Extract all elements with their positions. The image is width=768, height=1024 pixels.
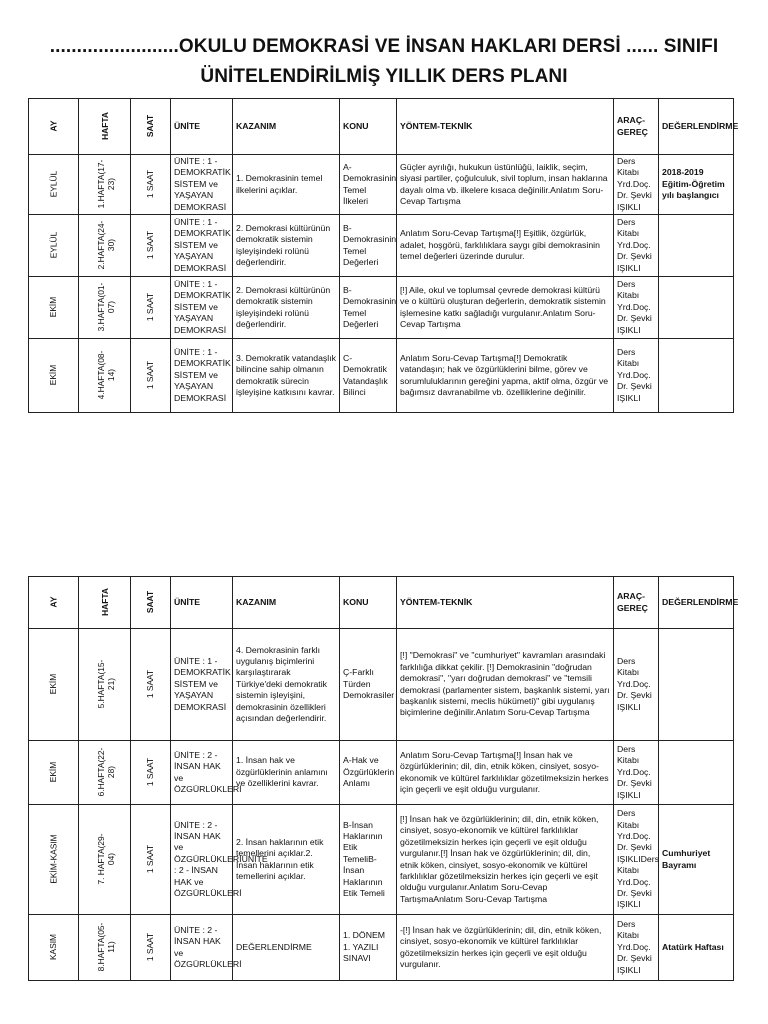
cell-arac: Ders Kitabı Yrd.Doç. Dr. Şevki IŞIKLI: [614, 155, 659, 215]
page-title-line2: ÜNİTELENDİRİLMİŞ YILLIK DERS PLANI: [200, 66, 568, 87]
plan-table-1: [28, 98, 739, 413]
header-unite: ÜNİTE: [171, 577, 233, 629]
header-row: [29, 99, 734, 155]
cell-arac: Ders Kitabı Yrd.Doç. Dr. Şevki IŞIKLI: [614, 277, 659, 339]
cell-yontem: Güçler ayrılığı, hukukun üstünlüğü, laiklik, seçim, siyasi partiler, çoğulculuk, sivil toplum, insan haklarına dayalı olma vb. ilkelere kısaca değinilir.Anlatım Soru-Cevap Tartışma: [397, 155, 614, 215]
cell-hafta: 4.HAFTA(08-14): [79, 339, 131, 413]
plan-table-2: [28, 576, 739, 981]
cell-unite: ÜNİTE : 1 - DEMOKRATİK SİSTEM ve YAŞAYAN DEMOKRASİ: [171, 277, 233, 339]
cell-degerlendirme: [659, 629, 734, 741]
cell-saat: 1 SAAT: [131, 215, 171, 277]
header-konu: KONU: [340, 577, 397, 629]
header-deger: DEĞERLENDİRME: [659, 577, 734, 629]
cell-ay: EYLÜL: [29, 215, 79, 277]
header-hafta: HAFTA: [79, 577, 131, 629]
cell-kazanim: DEĞERLENDİRME: [233, 915, 340, 981]
cell-kazanim: 2. Demokrasi kültürünün demokratik sistemin işleyişindeki rolünü değerlendirir.: [233, 277, 340, 339]
header-yontem: YÖNTEM-TEKNİK: [397, 99, 614, 155]
header-saat: SAAT: [131, 99, 171, 155]
header-ay: AY: [29, 99, 79, 155]
table-row: [29, 339, 734, 413]
cell-konu: Ç-Farklı Türden Demokrasiler: [340, 629, 397, 741]
cell-konu: A-Hak ve Özgürlüklerin Anlamı: [340, 741, 397, 805]
cell-arac: Ders Kitabı Yrd.Doç. Dr. Şevki IŞIKLI: [614, 741, 659, 805]
cell-ay: EKİM-KASIM: [29, 805, 79, 915]
header-arac: ARAÇ-GEREÇ: [614, 99, 659, 155]
cell-degerlendirme: Atatürk Haftası: [659, 915, 734, 981]
table-row: [29, 155, 734, 215]
cell-kazanim: 2. İnsan haklarının etik temellerini açıklar.2. İnsan haklarının etik temellerini açıklar.: [233, 805, 340, 915]
cell-yontem: Anlatım Soru-Cevap Tartışma[!] Eşitlik, özgürlük, adalet, hoşgörü, farklılıklara saygı gibi demokrasinin temel değerleri üzerinde durulur.: [397, 215, 614, 277]
table-row: [29, 805, 734, 915]
cell-yontem: [!] İnsan hak ve özgürlüklerinin; dil, din, etnik köken, cinsiyet, sosyo-ekonomik ve kültürel farklılıklar gözetilmeksizin herkes için geçerli ve eşit olduğu vurgulanır.[!] İnsan hak ve özgürlüklerinin; dil, din, etnik köken, cinsiyet, sosyo-ekonomik ve kültürel farklılıklar gözetilmeksizin herkes için geçerli ve eşit olduğu vurgulanır.Anlatım Soru-Cevap TartışmaAnlatım Soru-Cevap Tartışma: [397, 805, 614, 915]
cell-yontem: -[!] İnsan hak ve özgürlüklerinin; dil, din, etnik köken, cinsiyet, sosyo-ekonomik ve kültürel farklılıklar gözetilmeksizin herkes için geçerli ve eşit olduğu vurgulanır.: [397, 915, 614, 981]
header-unite: ÜNİTE: [171, 99, 233, 155]
cell-saat: 1 SAAT: [131, 741, 171, 805]
cell-ay: EKİM: [29, 277, 79, 339]
cell-kazanim: 1. İnsan hak ve özgürlüklerinin anlamını ve özelliklerini kavrar.: [233, 741, 340, 805]
cell-arac: Ders Kitabı Yrd.Doç. Dr. Şevki IŞIKLI: [614, 629, 659, 741]
cell-hafta: 5.HAFTA(15-21): [79, 629, 131, 741]
cell-unite: ÜNİTE : 1 - DEMOKRATİK SİSTEM ve YAŞAYAN DEMOKRASİ: [171, 215, 233, 277]
cell-hafta: 6.HAFTA(22-28): [79, 741, 131, 805]
cell-hafta: 1.HAFTA(17-23): [79, 155, 131, 215]
cell-yontem: [!] "Demokrasi" ve "cumhuriyet" kavramları arasındaki farklılığa dikkat çekilir. [!] Demokrasinin "doğrudan demokrasi", "yarı doğrudan demokrasi" ve "temsili demokrasi (parlamenter sistem, başkanlık sistemi, yarı başkanlık sistemi, meclis hükümeti)" gibi uygulanış biçimlerine değinilir.Anlatım Soru-Cevap Tartışma: [397, 629, 614, 741]
cell-hafta: 8.HAFTA(05-11): [79, 915, 131, 981]
header-saat: SAAT: [131, 577, 171, 629]
cell-arac: Ders Kitabı Yrd.Doç. Dr. Şevki IŞIKLI: [614, 215, 659, 277]
cell-kazanim: 3. Demokratik vatandaşlık bilincine sahip olmanın demokratik sürecin işleyişine katkısını kavrar.: [233, 339, 340, 413]
cell-unite: ÜNİTE : 1 - DEMOKRATİK SİSTEM ve YAŞAYAN DEMOKRASİ: [171, 339, 233, 413]
cell-unite: ÜNİTE : 1 - DEMOKRATİK SİSTEM ve YAŞAYAN DEMOKRASİ: [171, 155, 233, 215]
cell-kazanim: 4. Demokrasinin farklı uygulanış biçimlerini karşılaştırarak Türkiye'deki demokratik sistemin işleyişini, demokrasinin özellikleri açısından değerlendirir.: [233, 629, 340, 741]
cell-saat: 1 SAAT: [131, 277, 171, 339]
cell-ay: EKİM: [29, 629, 79, 741]
cell-ay: KASIM: [29, 915, 79, 981]
cell-unite: ÜNİTE : 1 - DEMOKRATİK SİSTEM ve YAŞAYAN DEMOKRASİ: [171, 629, 233, 741]
cell-ay: EKİM: [29, 339, 79, 413]
cell-kazanim: 2. Demokrasi kültürünün demokratik sistemin işleyişindeki rolünü değerlendirir.: [233, 215, 340, 277]
header-ay: AY: [29, 577, 79, 629]
cell-konu: B-İnsan Haklarının Etik TemeliB-İnsan Haklarının Etik Temeli: [340, 805, 397, 915]
cell-yontem: [!] Aile, okul ve toplumsal çevrede demokrasi kültürü ve o kültürü oluşturan değerlerin, demokratik sistemin işlemesine katkı sağladığı vurgulanır.Anlatım Soru-Cevap Tartışma: [397, 277, 614, 339]
cell-yontem: Anlatım Soru-Cevap Tartışma[!] Demokratik vatandaşın; hak ve özgürlüklerini bilme, görev ve sorumluluklarının gereğini yapma, aktif olma, özgür ve bağımsız davranabilme vb. özelliklerine değinilir.: [397, 339, 614, 413]
table-row: [29, 915, 734, 981]
cell-saat: 1 SAAT: [131, 339, 171, 413]
cell-arac: Ders Kitabı Yrd.Doç. Dr. Şevki IŞIKLI: [614, 339, 659, 413]
cell-konu: B- Demokrasinin Temel Değerleri: [340, 215, 397, 277]
cell-hafta: 3.HAFTA(01-07): [79, 277, 131, 339]
cell-degerlendirme: [659, 339, 734, 413]
cell-konu: B- Demokrasinin Temel Değerleri: [340, 277, 397, 339]
table-row: [29, 277, 734, 339]
cell-unite: ÜNİTE : 2 - İNSAN HAK ve ÖZGÜRLÜKLERİÜNİTE : 2 - İNSAN HAK ve ÖZGÜRLÜKLERİ: [171, 805, 233, 915]
header-kazanim: KAZANIM: [233, 99, 340, 155]
cell-arac: Ders Kitabı Yrd.Doç. Dr. Şevki IŞIKLIDers Kitabı Yrd.Doç. Dr. Şevki IŞIKLI: [614, 805, 659, 915]
cell-hafta: 2.HAFTA(24-30): [79, 215, 131, 277]
cell-degerlendirme: Cumhuriyet Bayramı: [659, 805, 734, 915]
cell-hafta: 7. HAFTA(29-04): [79, 805, 131, 915]
header-yontem: YÖNTEM-TEKNİK: [397, 577, 614, 629]
table-row: [29, 741, 734, 805]
cell-konu: 1. DÖNEM 1. YAZILI SINAVI: [340, 915, 397, 981]
header-arac: ARAÇ-GEREÇ: [614, 577, 659, 629]
cell-konu: C- Demokratik Vatandaşlık Bilinci: [340, 339, 397, 413]
cell-ay: EYLÜL: [29, 155, 79, 215]
header-deger: DEĞERLENDİRME: [659, 99, 734, 155]
cell-unite: ÜNİTE : 2 - İNSAN HAK ve ÖZGÜRLÜKLERİ: [171, 741, 233, 805]
header-row: [29, 577, 734, 629]
cell-degerlendirme: [659, 741, 734, 805]
cell-kazanim: 1. Demokrasinin temel ilkelerini açıklar.: [233, 155, 340, 215]
page-title-line1: ........................OKULU DEMOKRASİ VE İNSAN HAKLARI DERSİ ...... SINIFI: [49, 36, 719, 57]
cell-saat: 1 SAAT: [131, 155, 171, 215]
cell-saat: 1 SAAT: [131, 915, 171, 981]
cell-saat: 1 SAAT: [131, 629, 171, 741]
cell-arac: Ders Kitabı Yrd.Doç. Dr. Şevki IŞIKLI: [614, 915, 659, 981]
cell-saat: 1 SAAT: [131, 805, 171, 915]
header-konu: KONU: [340, 99, 397, 155]
table-row: [29, 215, 734, 277]
cell-degerlendirme: [659, 215, 734, 277]
header-kazanim: KAZANIM: [233, 577, 340, 629]
cell-degerlendirme: [659, 277, 734, 339]
table-row: [29, 629, 734, 741]
cell-ay: EKİM: [29, 741, 79, 805]
cell-konu: A- Demokrasinin Temel İlkeleri: [340, 155, 397, 215]
cell-unite: ÜNİTE : 2 - İNSAN HAK ve ÖZGÜRLÜKLERİ: [171, 915, 233, 981]
cell-yontem: Anlatım Soru-Cevap Tartışma[!] İnsan hak ve özgürlüklerinin; dil, din, etnik köken, cinsiyet, sosyo-ekonomik ve kültürel farklılıklar gözetilmeksizin herkes için geçerli ve eşit olduğu vurgulanır.: [397, 741, 614, 805]
cell-degerlendirme: 2018-2019 Eğitim-Öğretim yılı başlangıcı: [659, 155, 734, 215]
header-hafta: HAFTA: [79, 99, 131, 155]
